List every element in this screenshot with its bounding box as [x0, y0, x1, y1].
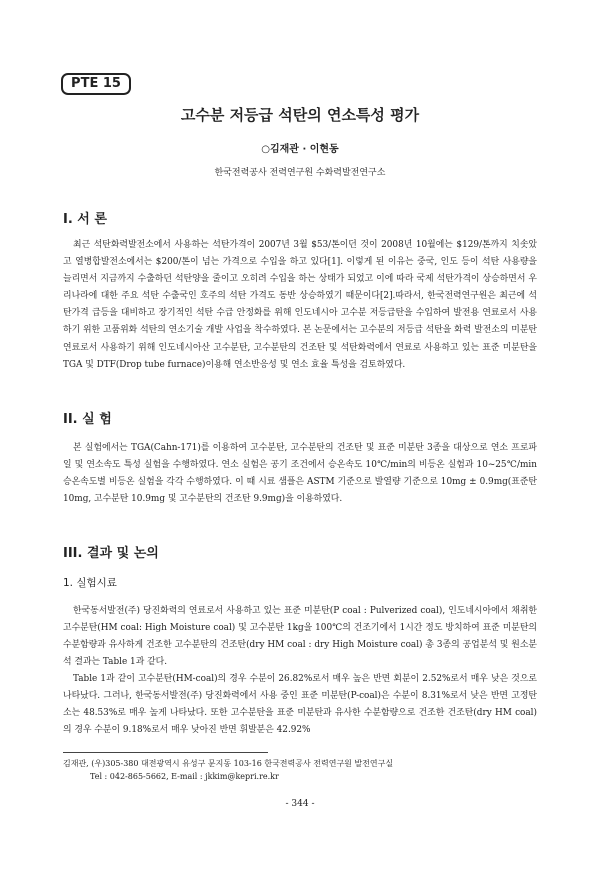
intro-heading: I. 서 론 — [63, 212, 107, 227]
page-number: - 344 - — [285, 799, 315, 809]
experiment-paragraph: 본 실험에서는 TGA(Cahn-171)를 이용하여 고수분탄, 고수분탄의 건조탄 및 표준 미분탄 3종을 대상으로 연소 프로파일 및 연소속도 특성 실험을 수행하였다. 연소 실험은 공기 조건에서 승온속도 10℃/min의 비등온 실험과 10~25℃/min 승온속도별 비등온 실험을 각각 수행하였다. 이 때 시료 샘플은 ASTM 기준으로 발열량 기준으로 10mg ± 0.9mg(표준탄 10mg, 고수분탄 10.9mg 및 고수분탄의 건조탄 9.9mg)을 이용하였다. — [63, 443, 537, 505]
footnote-contact: Tel : 042-865-5662, E-mail : jkkim@kepri.re.kr — [90, 772, 279, 781]
results-paragraph-2: Table 1과 같이 고수분탄(HM-coal)의 경우 수분이 26.82%로서 매우 높은 반면 회분이 2.52%로서 매우 낮은 것으로 나타났다. 그러나, 한국동서발전(주) 당진화력에서 사용 중인 표준 미분탄(P-coal)은 수분이 8.31%로서 낮은 반면 고정탄소는 48.53%로 매우 높게 나타났다. 또한 고수분탄을 표준 미분탄과 유사한 수분함량으로 건조한 건조탄(dry HM coal)의 경우 수분이 9.18%로서 매우 낮아진 반면 휘발분은 42.92% — [63, 674, 537, 736]
results-heading: III. 결과 및 논의 — [63, 546, 159, 561]
footnote-address: 김재관, (우)305-380 대전광역시 유성구 문지동 103-16 한국전력공사 전력연구원 발전연구실 — [63, 759, 394, 768]
paper-title: 고수분 저등급 석탄의 연소특성 평가 — [180, 106, 420, 124]
authors: ○김재관 · 이현동 — [261, 144, 339, 155]
affiliation: 한국전력공사 전력연구원 수화력발전연구소 — [214, 168, 386, 178]
footnote-rule — [63, 752, 268, 753]
results-subheading: 1. 실험시료 — [63, 577, 117, 589]
session-badge: PTE 15 — [61, 73, 131, 95]
experiment-heading: II. 실 험 — [63, 412, 112, 427]
intro-paragraph: 최근 석탄화력발전소에서 사용하는 석탄가격이 2007년 3월 $53/톤이던 것이 2008년 10월에는 $129/톤까지 치솟았고 열병합발전소에서는 $200/톤이 넘는 가격으로 수입을 하고 있다[1]. 이렇게 된 이유는 중국, 인도 등이 석탄 사용량을 늘리면서 지금까지 수출하던 석탄양을 줄이고 오히려 수입을 하는 상태가 되었고 이에 따라 국제 석탄가격이 상승하면서 우리나라에 대한 주요 석탄 수출국인 호주의 석탄 가격도 동반 상승하였기 때문이다[2].따라서, 한국전력연구원은 최근에 석탄가격 급등을 대비하고 장기적인 석탄 수급 안정화를 위해 인도네시아 고수분 저등급탄을 수입하여 발전용 연료로서 사용하기 위한 고품위화 석탄의 연소기술 개발 사업을 착수하였다. 본 논문에서는 고수분의 저등급 석탄을 화력 발전소의 미분탄 연료로서 사용하기 위해 인도네시아산 고수분탄, 고수분탄의 건조탄 및 석탄화력에서 연료로 사용하고 있는 표준 미분탄을 TGA 및 DTF(Drop tube furnace)이용해 연소반응성 및 연소 효율 특성을 검토하였다. — [63, 240, 537, 370]
results-paragraph-1: 한국동서발전(주) 당진화력의 연료로서 사용하고 있는 표준 미분탄(P coal : Pulverized coal), 인도네시아에서 채취한 고수분탄(HM coal: High Moisture coal) 및 고수분탄 1kg을 100℃의 건조기에서 1시간 정도 방치하여 표준 미분탄의 수분함량과 유사하게 건조한 고수분탄의 건조탄(dry HM coal : dry High Moisture coal) 총 3종의 공업분석 및 원소분석 결과는 Table 1과 같다. — [63, 606, 537, 668]
